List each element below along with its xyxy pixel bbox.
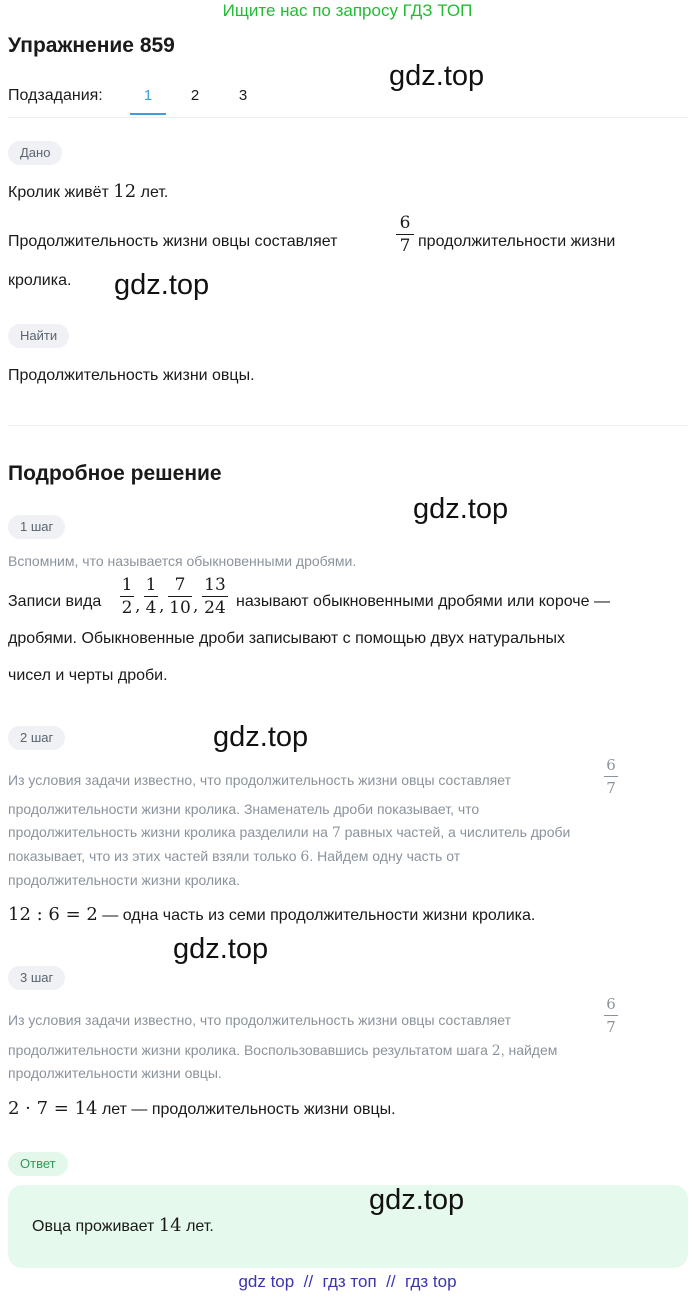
tab-subtask-1[interactable]: 1	[143, 87, 153, 104]
numerator: 7	[174, 575, 186, 595]
given-line-2: Продолжительность жизни овцы составляет	[8, 233, 338, 250]
step-2-line-2: продолжительности жизни кролика. Знаменатель дроби показывает, что	[8, 801, 480, 817]
comma: ,	[193, 596, 199, 616]
numerator: 1	[145, 575, 157, 595]
text: лет.	[136, 184, 169, 201]
step-2-line-5: продолжительности жизни кролика.	[8, 872, 241, 888]
step-1-tag: 1 шаг	[8, 515, 65, 539]
math-number: 2	[491, 1043, 501, 1059]
numerator: 6	[606, 995, 616, 1013]
step-2-line-4	[8, 846, 460, 867]
text: лет.	[181, 1218, 214, 1235]
denominator: 2	[121, 598, 133, 618]
tab-subtask-2[interactable]: 2	[190, 87, 200, 104]
numerator: 13	[204, 575, 226, 595]
text: . Найдем одну часть от	[309, 848, 461, 864]
step-3-equation	[8, 1099, 396, 1120]
step-3-line-3: продолжительности жизни овцы.	[8, 1065, 222, 1081]
active-tab-underline	[130, 113, 166, 115]
text: Кролик живёт	[8, 184, 114, 201]
given-fraction	[396, 213, 414, 256]
tab-subtask-3[interactable]: 3	[238, 87, 248, 104]
page-title: Упражнение 859	[8, 34, 175, 57]
solution-heading: Подробное решение	[8, 462, 222, 485]
find-text: Продолжительность жизни овцы.	[8, 367, 255, 384]
denominator: 4	[145, 598, 157, 618]
fraction-1-2	[120, 575, 134, 618]
subtasks-label: Подзадания:	[8, 87, 103, 104]
answer-text	[32, 1216, 214, 1237]
given-line-1	[8, 182, 168, 203]
find-tag: Найти	[8, 324, 69, 348]
fraction-13-24	[202, 575, 228, 618]
math-number: 12	[113, 181, 137, 202]
math-expression: 12 : 6 = 2	[8, 904, 98, 925]
footer-links[interactable]: gdz top // гдз топ // гдз top	[238, 1272, 457, 1291]
math-expression: 2 · 7 = 14	[8, 1098, 98, 1119]
given-line-2-cont: продолжительности жизни	[418, 233, 616, 250]
denominator: 7	[399, 236, 411, 256]
answer-tag: Ответ	[8, 1152, 68, 1176]
text: продолжительность жизни кролика разделили на	[8, 824, 332, 840]
text: Овца проживает	[32, 1218, 159, 1235]
text: — одна часть из семи продолжительности жизни кролика.	[97, 907, 536, 924]
step-3-line-1: Из условия задачи известно, что продолжительность жизни овцы составляет	[8, 1012, 511, 1028]
step-1-line-2: дробями. Обыкновенные дроби записывают с помощью двух натуральных	[8, 630, 565, 647]
math-number: 6	[300, 849, 310, 865]
step-3-line-2	[8, 1040, 557, 1061]
step-1-hint: Вспомним, что называется обыкновенными дробями.	[8, 553, 357, 569]
text: лет — продолжительность жизни овцы.	[97, 1101, 396, 1118]
text: показывает, что из этих частей взяли только	[8, 848, 301, 864]
given-tag: Дано	[8, 141, 62, 165]
numerator: 6	[606, 756, 616, 774]
step-2-equation	[8, 905, 535, 926]
comma: ,	[135, 596, 141, 616]
step-2-fraction	[604, 755, 618, 798]
numerator: 6	[399, 213, 411, 233]
denominator: 7	[606, 779, 616, 797]
text: , найдем	[500, 1042, 558, 1058]
numerator: 1	[121, 575, 133, 595]
step-1-line-3: чисел и черты дроби.	[8, 667, 168, 684]
fraction-1-4	[144, 575, 158, 618]
step-3-fraction	[604, 994, 618, 1037]
watermark: gdz.top	[389, 60, 485, 92]
denominator: 7	[606, 1018, 616, 1036]
step-3-tag: 3 шаг	[8, 966, 65, 990]
step-2-tag: 2 шаг	[8, 726, 65, 750]
text: равных частей, а числитель дроби	[340, 824, 571, 840]
step-1-text-pre: Записи вида	[8, 593, 102, 610]
text: продолжительности жизни кролика. Воспользовавшись результатом шага	[8, 1042, 492, 1058]
given-line-3: кролика.	[8, 272, 72, 289]
step-2-line-1: Из условия задачи известно, что продолжительность жизни овцы составляет	[8, 772, 511, 788]
tabs-divider	[8, 117, 688, 118]
watermark: gdz.top	[114, 269, 210, 301]
step-2-line-3	[8, 822, 570, 843]
denominator: 10	[169, 598, 191, 618]
fraction-7-10	[168, 575, 192, 618]
watermark: gdz.top	[173, 933, 269, 965]
watermark: gdz.top	[369, 1184, 465, 1216]
comma: ,	[159, 596, 165, 616]
watermark: gdz.top	[213, 721, 309, 753]
top-banner: Ищите нас по запросу ГДЗ ТОП	[222, 1, 473, 20]
step-1-text-post: называют обыкновенными дробями или короче —	[236, 593, 610, 610]
section-divider	[8, 425, 688, 426]
math-number: 14	[158, 1215, 182, 1236]
watermark: gdz.top	[413, 493, 509, 525]
math-number: 7	[331, 825, 341, 841]
denominator: 24	[204, 598, 226, 618]
